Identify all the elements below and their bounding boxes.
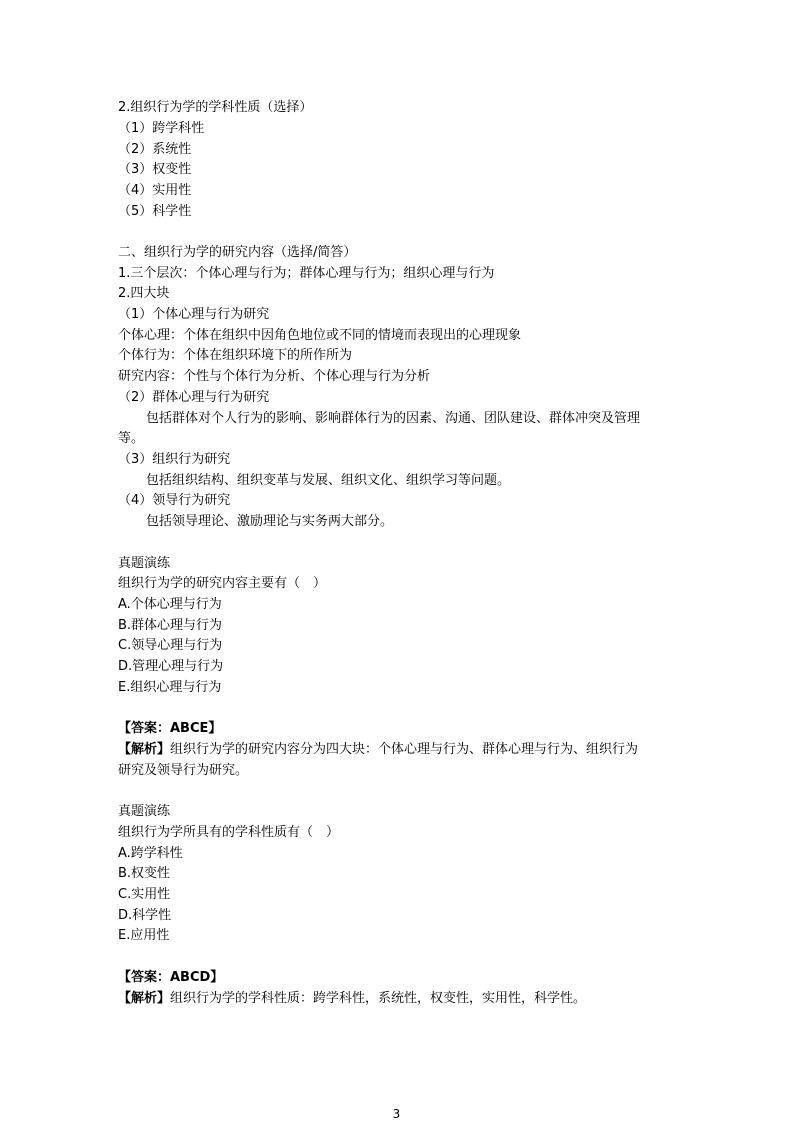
list-item: （2）系统性 xyxy=(118,142,192,157)
option-item: A.跨学科性 xyxy=(118,846,183,861)
block-2-title: （2）群体心理与行为研究 xyxy=(118,390,270,405)
option-item: B.权变性 xyxy=(118,866,171,881)
exercise-question: 组织行为学的研究内容主要有（ ） xyxy=(118,576,327,591)
analysis-text xyxy=(118,990,586,1008)
analysis-text: 研究及领导行为研究。 xyxy=(118,763,249,778)
block-2-text: 包括群体对个人行为的影响、影响群体行为的因素、沟通、团队建设、群体冲突及管理 xyxy=(146,411,641,426)
exercise-label: 真题演练 xyxy=(118,804,171,819)
block-1-text: 个体心理：个体在组织中因角色地位或不同的情境而表现出的心理现象 xyxy=(118,328,522,343)
answer-text: 【答案：ABCD】 xyxy=(118,970,224,985)
list-item: （1）跨学科性 xyxy=(118,121,205,136)
analysis-tag: 【解析】 xyxy=(118,991,171,1006)
four-blocks-title: 2.四大块 xyxy=(118,286,170,301)
list-item: （5）科学性 xyxy=(118,204,192,219)
option-item: E.应用性 xyxy=(118,928,170,943)
exercise-label: 真题演练 xyxy=(118,556,171,571)
block-4-text: 包括领导理论、激励理论与实务两大部分。 xyxy=(146,514,394,529)
option-item: C.领导心理与行为 xyxy=(118,638,223,653)
option-item: B.群体心理与行为 xyxy=(118,618,223,633)
option-item: C.实用性 xyxy=(118,887,171,902)
page-number: 3 xyxy=(392,1107,401,1121)
analysis-body: 组织行为学的研究内容分为四大块：个体心理与行为、群体心理与行为、组织行为 xyxy=(170,742,639,757)
section-heading-research-content: 二、组织行为学的研究内容（选择/简答） xyxy=(118,245,357,260)
block-1-text: 研究内容：个性与个体行为分析、个体心理与行为分析 xyxy=(118,369,431,384)
exercise-question: 组织行为学所具有的学科性质有（ ） xyxy=(118,825,340,840)
block-3-title: （3）组织行为研究 xyxy=(118,452,231,467)
option-item: D.科学性 xyxy=(118,908,172,923)
section-title-discipline-nature: 2.组织行为学的学科性质（选择） xyxy=(118,100,313,115)
analysis-body: 组织行为学的学科性质：跨学科性，系统性，权变性，实用性，科学性。 xyxy=(170,991,587,1006)
option-item: D.管理心理与行为 xyxy=(118,659,224,674)
three-levels-line: 1.三个层次：个体心理与行为；群体心理与行为；组织心理与行为 xyxy=(118,266,495,281)
analysis-tag: 【解析】 xyxy=(118,742,171,757)
block-1-text: 个体行为：个体在组织环境下的所作所为 xyxy=(118,348,353,363)
block-1-title: （1）个体心理与行为研究 xyxy=(118,307,270,322)
list-item: （4）实用性 xyxy=(118,183,192,198)
block-4-title: （4）领导行为研究 xyxy=(118,493,231,508)
answer-text: 【答案：ABCE】 xyxy=(118,721,222,736)
block-2-text: 等。 xyxy=(118,431,145,446)
block-3-text: 包括组织结构、组织变革与发展、组织文化、组织学习等问题。 xyxy=(146,473,511,488)
option-item: E.组织心理与行为 xyxy=(118,680,222,695)
list-item: （3）权变性 xyxy=(118,162,192,177)
option-item: A.个体心理与行为 xyxy=(118,597,222,612)
analysis-text xyxy=(118,741,638,759)
